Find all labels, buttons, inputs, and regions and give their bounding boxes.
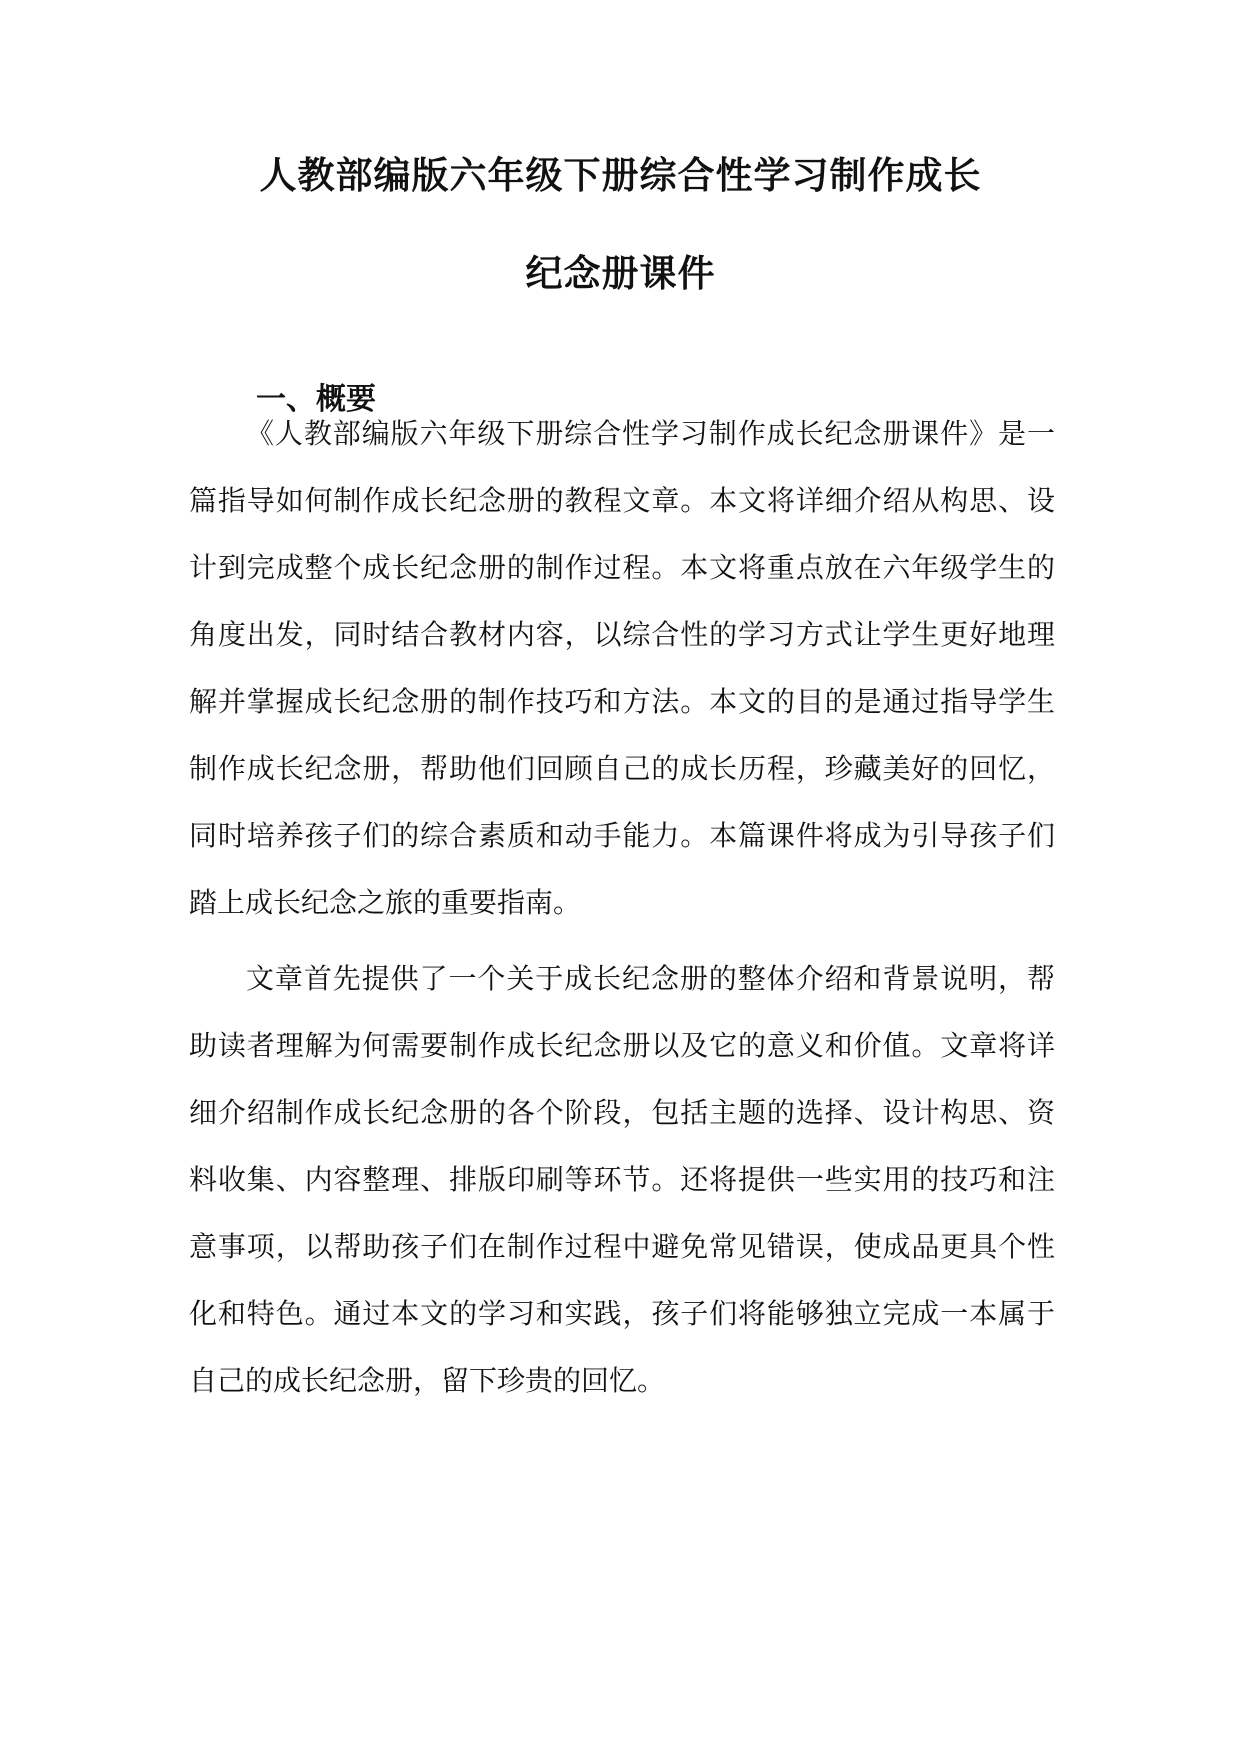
paragraph-line: 文章首先提供了一个关于成长纪念册的整体介绍和背景说明，帮 [246, 962, 1055, 995]
section-heading: 一、概要 [256, 382, 376, 417]
paragraph-line: 意事项，以帮助孩子们在制作过程中避免常见错误，使成品更具个性 [189, 1230, 1055, 1263]
document-title-line-2: 纪念册课件 [525, 252, 716, 295]
paragraph-line: 解并掌握成长纪念册的制作技巧和方法。本文的目的是通过指导学生 [189, 685, 1055, 718]
paragraph-line: 细介绍制作成长纪念册的各个阶段，包括主题的选择、设计构思、资 [189, 1096, 1055, 1129]
paragraph-line: 料收集、内容整理、排版印刷等环节。还将提供一些实用的技巧和注 [189, 1163, 1055, 1196]
document-title-line-1: 人教部编版六年级下册综合性学习制作成长 [259, 154, 982, 197]
paragraph-line: 化和特色。通过本文的学习和实践，孩子们将能够独立完成一本属于 [189, 1297, 1055, 1330]
paragraph-line: 自己的成长纪念册，留下珍贵的回忆。 [189, 1364, 666, 1397]
paragraph-line: 角度出发，同时结合教材内容，以综合性的学习方式让学生更好地理 [189, 618, 1055, 651]
paragraph-line: 同时培养孩子们的综合素质和动手能力。本篇课件将成为引导孩子们 [189, 819, 1055, 852]
paragraph-line: 助读者理解为何需要制作成长纪念册以及它的意义和价值。文章将详 [189, 1029, 1055, 1062]
paragraph-line: 篇指导如何制作成长纪念册的教程文章。本文将详细介绍从构思、设 [189, 484, 1055, 517]
paragraph-line: 制作成长纪念册，帮助他们回顾自己的成长历程，珍藏美好的回忆， [189, 752, 1055, 785]
paragraph-line: 踏上成长纪念之旅的重要指南。 [189, 886, 582, 919]
paragraph-line: 计到完成整个成长纪念册的制作过程。本文将重点放在六年级学生的 [189, 551, 1055, 584]
paragraph-line: 《人教部编版六年级下册综合性学习制作成长纪念册课件》是一 [246, 417, 1055, 450]
